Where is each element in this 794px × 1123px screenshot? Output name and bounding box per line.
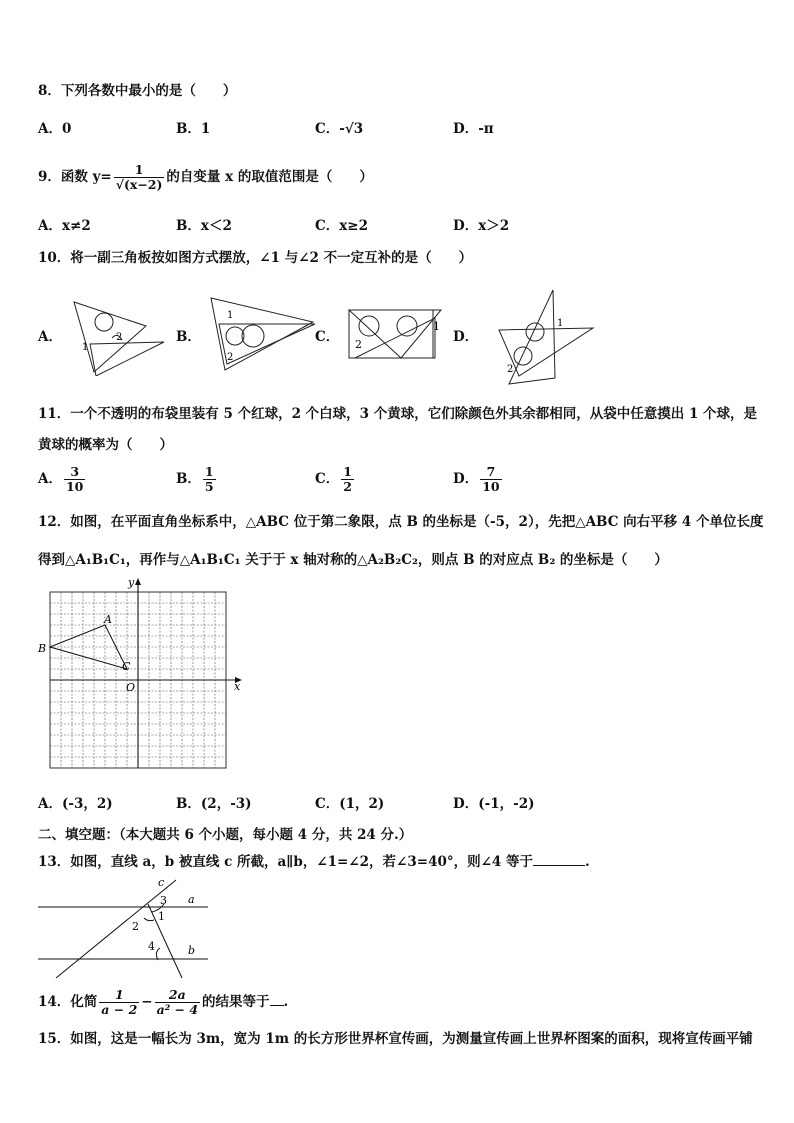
q12-y-label: y [128, 578, 135, 589]
q8-option-b: B．1 [176, 121, 211, 137]
q10-option-b: B． [176, 329, 201, 345]
q8-option-c: C．-√3 [315, 121, 364, 137]
q12-stem-line1: 12．如图，在平面直角坐标系中，△ABC 位于第二象限，点 B 的坐标是（-5，2），先把△ABC 向右平移 4 个单位长度 [38, 514, 764, 530]
q12-option-c: C．(1，2) [315, 796, 385, 812]
svg-text:2: 2 [116, 332, 123, 343]
q9-option-b: B．x＜2 [176, 218, 232, 234]
q13-label-b: b [188, 944, 196, 957]
q11-option-b: B． $\frac{1}{5}$ [176, 464, 214, 494]
q12-origin: O [126, 681, 136, 694]
q10-figure-c [345, 304, 445, 364]
q13-angle-3: 3 [160, 894, 167, 907]
q9-fraction: $\frac{1}{√(x-2)}$ [115, 162, 163, 192]
q8-stem: 8．下列各数中最小的是（ ） [38, 83, 237, 99]
q8-option-d: D．-π [453, 121, 494, 137]
q11-stem-line2: 黄球的概率为（ ） [38, 437, 173, 453]
q10-figure-b [205, 294, 320, 374]
q10-stem: 10．将一副三角板按如图方式摆放，∠1 与∠2 不一定互补的是（ ） [38, 250, 473, 266]
q11-stem-line1: 11．一个不透明的布袋里装有 5 个红球，2 个白球，3 个黄球，它们除颜色外其余都相同，从袋中任意摸出 1 个球，是 [38, 406, 758, 422]
q10-option-d: D． [453, 329, 479, 345]
q9-stem: 9．函数 y= $\frac{1}{√(x-2)}$ 的自变量 x 的取值范围是（ ） [38, 162, 373, 192]
q11-option-a: A． $\frac{3}{10}$ [38, 464, 84, 494]
q14-stem: 14．化简 $\frac{1}{a - 2}$ − $\frac{2a}{\text{a² − 4}}$ 的结果等于 . [38, 987, 289, 1017]
section2-heading: 二、填空题：（本大题共 6 个小题，每小题 4 分，共 24 分.） [38, 827, 413, 843]
q10-option-a: A． [38, 329, 62, 345]
q13-label-a: a [188, 893, 195, 906]
q13-angle-2: 2 [132, 920, 139, 933]
svg-text:1: 1 [433, 320, 440, 333]
q14-answer-blank [270, 993, 284, 1006]
q10-option-c: C． [315, 329, 340, 345]
q12-option-d: D．(-1，-2) [453, 796, 535, 812]
q10-figure-d [495, 288, 600, 388]
svg-text:2: 2 [507, 364, 514, 375]
q13-angle-4: 4 [148, 940, 155, 953]
q11-option-d: D． $\frac{7}{10}$ [453, 464, 500, 494]
svg-text:1: 1 [227, 310, 234, 321]
q10-figure-a [60, 292, 170, 376]
q9-option-d: D．x＞2 [453, 218, 510, 234]
q15-stem: 15．如图，这是一幅长为 3m，宽为 1m 的长方形世界杯宣传画，为测量宣传画上世界杯图案的面积，现将宣传画平铺 [38, 1031, 753, 1047]
q12-point-a: A [104, 613, 112, 626]
svg-text:2: 2 [227, 352, 234, 363]
q13-answer-blank [533, 853, 585, 866]
q11-option-c: C． $\frac{1}{2}$ [315, 464, 352, 494]
svg-text:1: 1 [82, 342, 89, 353]
svg-text:1: 1 [557, 318, 564, 329]
q13-stem: 13．如图，直线 a，b 被直线 c 所截，a∥b，∠1=∠2，若∠3=40°，则∠4 等于 . [38, 854, 590, 870]
q12-option-b: B．(2，-3) [176, 796, 252, 812]
svg-text:2: 2 [355, 338, 362, 351]
q9-option-a: A．x≠2 [38, 218, 91, 234]
q12-point-b: B [38, 642, 47, 655]
q8-option-a: A．0 [38, 121, 72, 137]
q12-option-a: A．(-3，2) [38, 796, 113, 812]
q13-angle-1: 1 [158, 910, 165, 923]
q12-coordinate-grid [36, 578, 246, 776]
q12-x-label: x [234, 680, 241, 693]
q13-figure [36, 872, 216, 982]
q12-stem-line2: 得到△A₁B₁C₁，再作与△A₁B₁C₁ 关于于 x 轴对称的△A₂B₂C₂，则点 B 的对应点 B₂ 的坐标是（ ） [38, 552, 668, 568]
q12-point-c: C [122, 660, 131, 673]
q9-option-c: C．x≥2 [315, 218, 368, 234]
q13-label-c: c [158, 876, 165, 889]
